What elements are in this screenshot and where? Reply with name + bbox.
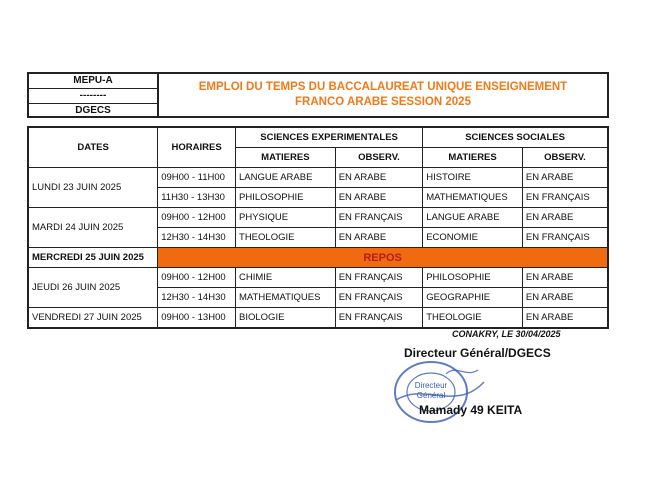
- title-line-1: EMPLOI DU TEMPS DU BACCALAUREAT UNIQUE ENSEIGNEMENT: [198, 81, 568, 93]
- table-row: [28, 308, 608, 329]
- header-soc-observ: OBSERV.: [522, 148, 608, 168]
- header-dates: DATES: [28, 127, 158, 168]
- separator-label: --------: [29, 89, 157, 104]
- header-exp-observ: OBSERV.: [335, 148, 423, 168]
- signatory-role: Directeur Général/DGECS: [404, 346, 551, 360]
- place-date: CONAKRY, LE 30/04/2025: [452, 329, 561, 339]
- exp-obs-cell: EN FRANÇAIS: [335, 308, 423, 329]
- soc-matiere-cell: GEOGRAPHIE: [423, 288, 523, 308]
- exp-matiere-cell: CHIMIE: [236, 268, 336, 288]
- table-row: [28, 168, 608, 188]
- exp-obs-cell: EN FRANÇAIS: [335, 268, 423, 288]
- horaire-cell: 12H30 - 14H30: [158, 228, 236, 248]
- signatory-name: Mamady 49 KEITA: [419, 403, 523, 417]
- repos-band: REPOS: [158, 248, 608, 268]
- soc-matiere-cell: ECONOMIE: [423, 228, 523, 248]
- horaire-cell: 09H00 - 12H00: [158, 268, 236, 288]
- repos-date-cell: MERCREDI 25 JUIN 2025: [28, 248, 158, 268]
- date-cell: JEUDI 26 JUIN 2025: [28, 268, 158, 308]
- soc-matiere-cell: LANGUE ARABE: [423, 208, 523, 228]
- horaire-cell: 11H30 - 13H30: [158, 188, 236, 208]
- soc-obs-cell: EN ARABE: [522, 288, 608, 308]
- repos-row: [28, 248, 608, 268]
- official-stamp-icon: [386, 352, 486, 432]
- header-exp-matieres: MATIERES: [236, 148, 336, 168]
- soc-obs-cell: EN ARABE: [522, 268, 608, 288]
- header-block: [27, 72, 609, 118]
- timetable: [27, 126, 609, 329]
- exp-matiere-cell: PHILOSOPHIE: [236, 188, 336, 208]
- horaire-cell: 12H30 - 14H30: [158, 288, 236, 308]
- horaire-cell: 09H00 - 13H00: [158, 308, 236, 329]
- date-cell: LUNDI 23 JUIN 2025: [28, 168, 158, 208]
- document-title: [159, 74, 607, 116]
- exp-matiere-cell: THEOLOGIE: [236, 228, 336, 248]
- exp-matiere-cell: MATHEMATIQUES: [236, 288, 336, 308]
- svg-text:Général: Général: [416, 391, 446, 400]
- horaire-cell: 09H00 - 12H00: [158, 208, 236, 228]
- date-cell: MARDI 24 JUIN 2025: [28, 208, 158, 248]
- exp-obs-cell: EN ARABE: [335, 168, 423, 188]
- soc-obs-cell: EN ARABE: [522, 208, 608, 228]
- exp-obs-cell: EN FRANÇAIS: [335, 288, 423, 308]
- title-line-2: FRANCO ARABE SESSION 2025: [295, 96, 471, 108]
- ministry-label: MEPU-A: [29, 74, 157, 89]
- date-cell: VENDREDI 27 JUIN 2025: [28, 308, 158, 329]
- horaire-cell: 09H00 - 11H00: [158, 168, 236, 188]
- header-sciences-exp: SCIENCES EXPERIMENTALES: [236, 127, 423, 148]
- exp-matiere-cell: PHYSIQUE: [236, 208, 336, 228]
- table-row: [28, 268, 608, 288]
- soc-matiere-cell: HISTOIRE: [423, 168, 523, 188]
- exp-obs-cell: EN ARABE: [335, 228, 423, 248]
- soc-obs-cell: EN FRANÇAIS: [522, 188, 608, 208]
- soc-matiere-cell: MATHEMATIQUES: [423, 188, 523, 208]
- soc-obs-cell: EN FRANÇAIS: [522, 228, 608, 248]
- directorate-label: DGECS: [75, 105, 111, 116]
- soc-obs-cell: EN ARABE: [522, 308, 608, 329]
- header-sciences-soc: SCIENCES SOCIALES: [423, 127, 608, 148]
- exp-obs-cell: EN ARABE: [335, 188, 423, 208]
- svg-text:Directeur: Directeur: [414, 381, 448, 390]
- exp-obs-cell: EN FRANÇAIS: [335, 208, 423, 228]
- table-row: [28, 208, 608, 228]
- soc-matiere-cell: PHILOSOPHIE: [423, 268, 523, 288]
- header-soc-matieres: MATIERES: [423, 148, 523, 168]
- exp-matiere-cell: BIOLOGIE: [236, 308, 336, 329]
- institution-block: [29, 74, 159, 116]
- soc-obs-cell: EN ARABE: [522, 168, 608, 188]
- exp-matiere-cell: LANGUE ARABE: [236, 168, 336, 188]
- header-horaires: HORAIRES: [158, 127, 236, 168]
- soc-matiere-cell: THEOLOGIE: [423, 308, 523, 329]
